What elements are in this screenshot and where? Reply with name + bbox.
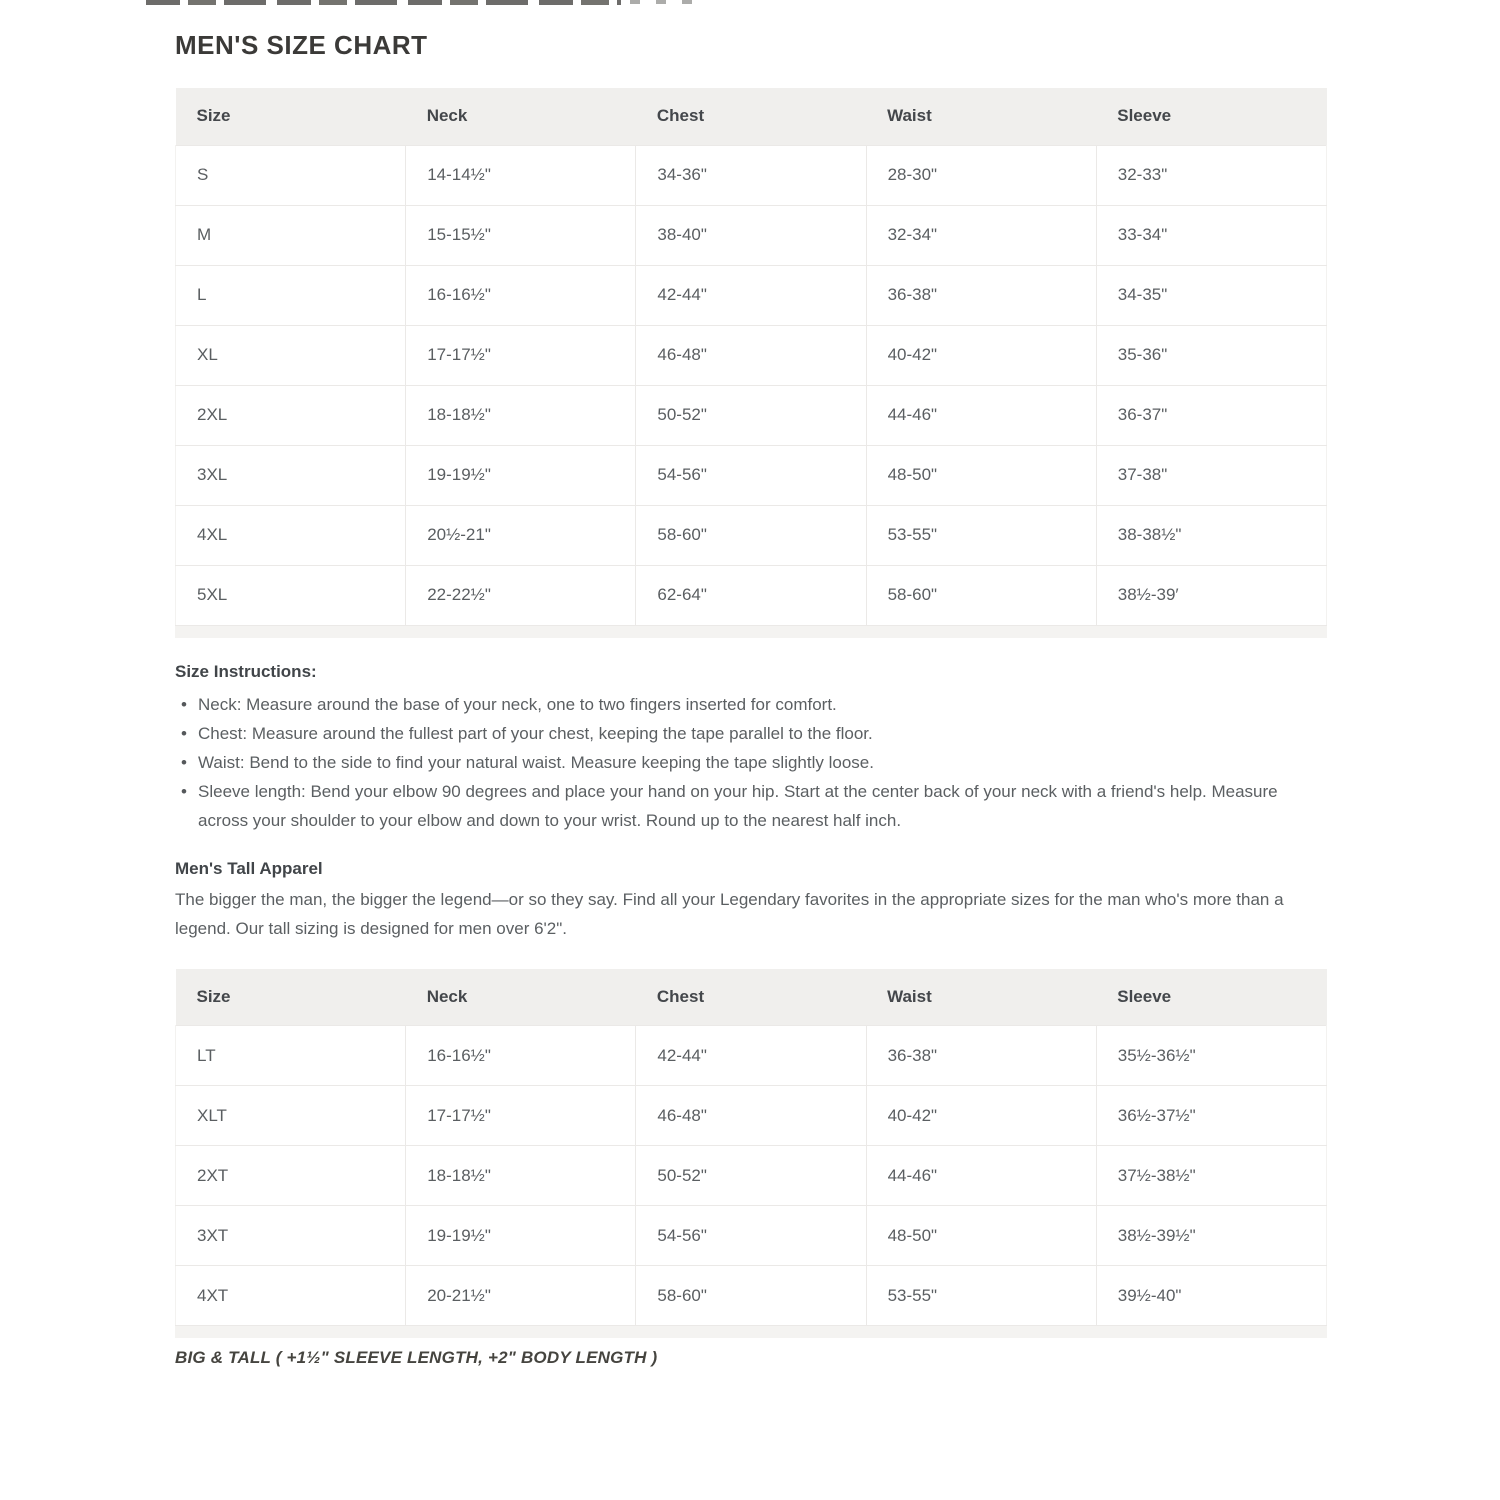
measurement-cell: 42-44" (636, 1026, 866, 1086)
size-label-cell: XL (176, 325, 406, 385)
table-header-cell: Size (176, 969, 406, 1026)
measurement-cell: 32-33" (1096, 145, 1326, 205)
table-bottom-strip (175, 626, 1327, 638)
table-row (176, 565, 1327, 625)
main-content (175, 0, 1335, 1369)
measurement-cell: 35½-36½" (1096, 1026, 1326, 1086)
table-header-cell: Sleeve (1096, 969, 1326, 1026)
measurement-cell: 38½-39½" (1096, 1206, 1326, 1266)
table-row (176, 1206, 1327, 1266)
measurement-cell: 39½-40" (1096, 1266, 1326, 1326)
instruction-list (175, 690, 1300, 835)
measurement-cell: 46-48" (636, 325, 866, 385)
instruction-item: • Waist: Bend to the side to find your natural waist. Measure keeping the tape slightly loose. (175, 748, 1300, 777)
table-row (176, 265, 1327, 325)
measurement-cell: 44-46" (866, 1146, 1096, 1206)
measurement-cell: 37-38" (1096, 445, 1326, 505)
big-tall-footnote: BIG & TALL ( +1½" SLEEVE LENGTH, +2" BODY LENGTH ) (175, 1348, 658, 1367)
measurement-cell: 58-60" (636, 505, 866, 565)
measurement-cell: 32-34" (866, 205, 1096, 265)
size-instructions-section (175, 661, 1300, 835)
measurement-cell: 22-22½" (406, 565, 636, 625)
measurement-cell: 38-38½" (1096, 505, 1326, 565)
measurement-cell: 48-50" (866, 1206, 1096, 1266)
measurement-cell: 50-52" (636, 1146, 866, 1206)
measurement-cell: 54-56" (636, 445, 866, 505)
measurement-cell: 34-36" (636, 145, 866, 205)
table-row (176, 1146, 1327, 1206)
measurement-cell: 18-18½" (406, 385, 636, 445)
measurement-cell: 40-42" (866, 325, 1096, 385)
measurement-cell: 40-42" (866, 1086, 1096, 1146)
table-header-row (176, 969, 1327, 1026)
mens-tall-size-chart-table (175, 969, 1327, 1327)
table-header-cell: Waist (866, 969, 1096, 1026)
size-label-cell: 3XT (176, 1206, 406, 1266)
table-header-cell: Size (176, 88, 406, 145)
tall-apparel-description: The bigger the man, the bigger the legend—or so they say. Find all your Legendary favorites in the appropriate sizes for the man who's more than a legend. Our tall sizing is designed for men over 6'2". (175, 889, 1284, 938)
measurement-cell: 20½-21" (406, 505, 636, 565)
table-row (176, 385, 1327, 445)
measurement-cell: 17-17½" (406, 325, 636, 385)
tall-apparel-heading: Men's Tall Apparel (175, 858, 323, 878)
measurement-cell: 20-21½" (406, 1266, 636, 1326)
mens-size-chart-table (175, 88, 1327, 626)
table-row (176, 1026, 1327, 1086)
table-header-cell: Chest (636, 969, 866, 1026)
table-header-cell: Waist (866, 88, 1096, 145)
table-header-row (176, 88, 1327, 145)
size-label-cell: 3XL (176, 445, 406, 505)
measurement-cell: 36½-37½" (1096, 1086, 1326, 1146)
measurement-cell: 38-40" (636, 205, 866, 265)
size-label-cell: XLT (176, 1086, 406, 1146)
measurement-cell: 62-64" (636, 565, 866, 625)
measurement-cell: 34-35" (1096, 265, 1326, 325)
measurement-cell: 50-52" (636, 385, 866, 445)
table-header-cell: Chest (636, 88, 866, 145)
measurement-cell: 44-46" (866, 385, 1096, 445)
page-title: MEN'S SIZE CHART (175, 30, 428, 60)
size-label-cell: 2XT (176, 1146, 406, 1206)
size-instructions-heading: Size Instructions: (175, 661, 317, 681)
table-bottom-strip-2 (175, 1326, 1327, 1338)
measurement-cell: 15-15½" (406, 205, 636, 265)
measurement-cell: 19-19½" (406, 445, 636, 505)
measurement-cell: 14-14½" (406, 145, 636, 205)
measurement-cell: 33-34" (1096, 205, 1326, 265)
size-label-cell: 2XL (176, 385, 406, 445)
measurement-cell: 38½-39′ (1096, 565, 1326, 625)
table-row (176, 505, 1327, 565)
table-row (176, 205, 1327, 265)
table-header-cell: Neck (406, 969, 636, 1026)
measurement-cell: 58-60" (866, 565, 1096, 625)
measurement-cell: 35-36" (1096, 325, 1326, 385)
measurement-cell: 48-50" (866, 445, 1096, 505)
table-header-cell: Sleeve (1096, 88, 1326, 145)
size-label-cell: L (176, 265, 406, 325)
table-row (176, 445, 1327, 505)
measurement-cell: 37½-38½" (1096, 1146, 1326, 1206)
measurement-cell: 58-60" (636, 1266, 866, 1326)
measurement-cell: 54-56" (636, 1206, 866, 1266)
measurement-cell: 16-16½" (406, 1026, 636, 1086)
measurement-cell: 18-18½" (406, 1146, 636, 1206)
measurement-cell: 19-19½" (406, 1206, 636, 1266)
size-label-cell: 5XL (176, 565, 406, 625)
table-header-cell: Neck (406, 88, 636, 145)
measurement-cell: 36-38" (866, 265, 1096, 325)
instruction-item: • Chest: Measure around the fullest part of your chest, keeping the tape parallel to the floor. (175, 719, 1300, 748)
measurement-cell: 36-38" (866, 1026, 1096, 1086)
measurement-cell: 36-37" (1096, 385, 1326, 445)
table-row (176, 1266, 1327, 1326)
measurement-cell: 53-55" (866, 1266, 1096, 1326)
measurement-cell: 46-48" (636, 1086, 866, 1146)
measurement-cell: 17-17½" (406, 1086, 636, 1146)
size-label-cell: 4XT (176, 1266, 406, 1326)
measurement-cell: 53-55" (866, 505, 1096, 565)
measurement-cell: 28-30" (866, 145, 1096, 205)
size-label-cell: M (176, 205, 406, 265)
tall-apparel-section (175, 857, 1300, 943)
size-label-cell: S (176, 145, 406, 205)
instruction-item: • Sleeve length: Bend your elbow 90 degrees and place your hand on your hip. Start at the center back of your neck with a friend's help. Measure across your shoulder to your elbow and down to your wrist. Round up to the nearest half inch. (175, 777, 1300, 835)
measurement-cell: 42-44" (636, 265, 866, 325)
instruction-item: • Neck: Measure around the base of your neck, one to two fingers inserted for comfort. (175, 690, 1300, 719)
table-row (176, 145, 1327, 205)
measurement-cell: 16-16½" (406, 265, 636, 325)
table-row (176, 1086, 1327, 1146)
size-label-cell: 4XL (176, 505, 406, 565)
table-row (176, 325, 1327, 385)
size-label-cell: LT (176, 1026, 406, 1086)
